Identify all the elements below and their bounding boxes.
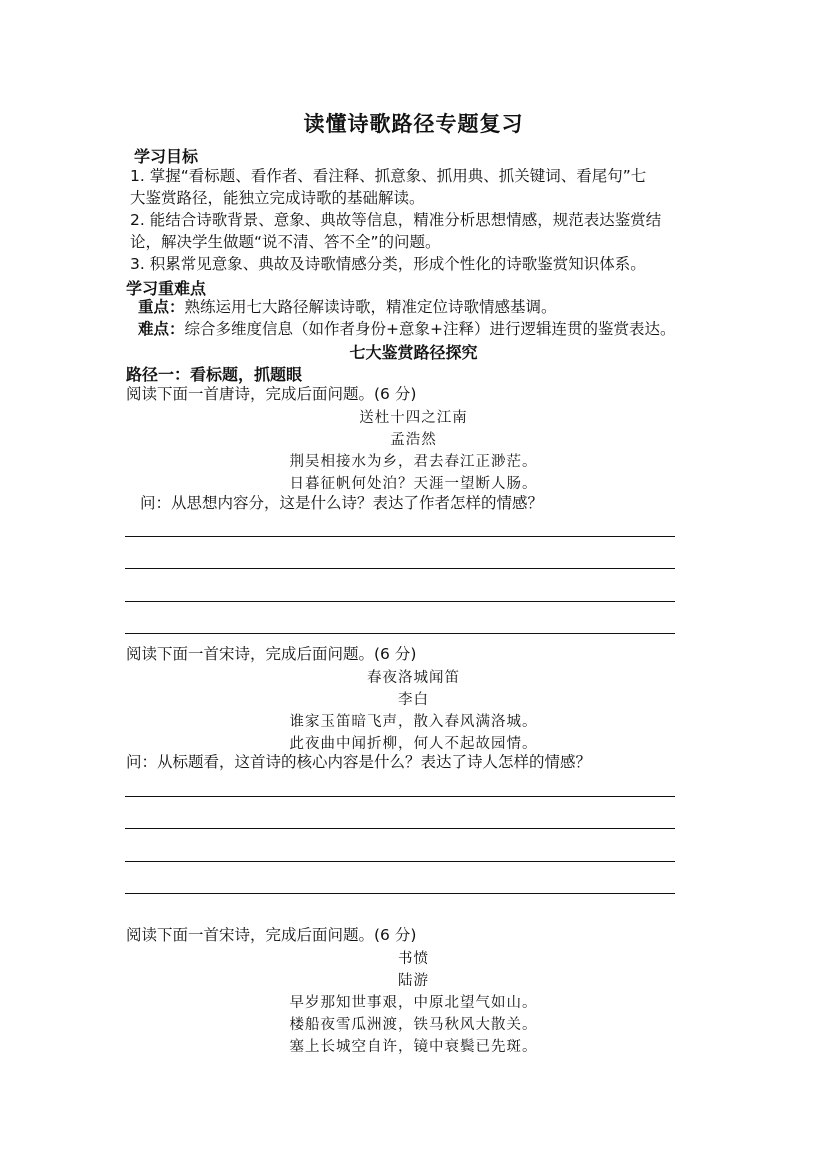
q1-answer-line-4[interactable] (125, 633, 675, 634)
q1-poem-title: 送杜十四之江南 (359, 410, 468, 426)
q2-answer-line-4[interactable] (125, 893, 675, 894)
q1-poem-line-1: 荆吴相接水为乡，君去春江正渺茫。 (289, 454, 538, 470)
q3-author: 陆游 (398, 973, 429, 989)
q2-poem-title: 春夜洛城闻笛 (367, 670, 460, 686)
q2-answer-line-2[interactable] (125, 828, 675, 829)
q1-poem-line-2: 日暮征帆何处泊？天涯一望断人肠。 (289, 476, 538, 492)
q1-question: 问：从思想内容分，这是什么诗？表达了作者怎样的情感？ (140, 494, 544, 512)
objective-3: 3. 积累常见意象、典故及诗歌情感分类，形成个性化的诗歌鉴赏知识体系。 (130, 255, 646, 273)
objectives-heading: 学习目标 (134, 147, 199, 166)
q1-answer-line-3[interactable] (125, 601, 675, 602)
objective-2-line-2: 论，解决学生做题“说不清、答不全”的问题。 (130, 233, 441, 251)
q3-poem-line-2: 楼船夜雪瓜洲渡，铁马秋风大散关。 (289, 1017, 538, 1033)
q2-author: 李白 (398, 692, 429, 708)
page-title: 读懂诗歌路径专题复习 (303, 111, 524, 136)
q3-poem-line-1: 早岁那知世事艰，中原北望气如山。 (289, 995, 538, 1011)
q2-intro: 阅读下面一首宋诗，完成后面问题。(6 分) (126, 645, 417, 663)
q1-answer-line-2[interactable] (125, 568, 675, 569)
q2-poem-line-2: 此夜曲中闻折柳，何人不起故园情。 (289, 736, 538, 752)
key-points-heading: 学习重难点 (126, 279, 207, 298)
section-title: 七大鉴赏路径探究 (349, 343, 478, 362)
q1-intro: 阅读下面一首唐诗，完成后面问题。(6 分) (126, 385, 417, 403)
q3-intro: 阅读下面一首宋诗，完成后面问题。(6 分) (126, 926, 417, 944)
q2-question: 问：从标题看，这首诗的核心内容是什么？表达了诗人怎样的情感？ (126, 753, 592, 771)
q3-poem-title: 书愤 (398, 951, 429, 967)
focus-line (138, 296, 557, 318)
focus-label: 重点： (138, 298, 185, 316)
q2-poem-line-1: 谁家玉笛暗飞声，散入春风满洛城。 (289, 714, 538, 730)
q1-answer-line-1[interactable] (125, 536, 675, 537)
difficulty-label: 难点： (138, 320, 185, 338)
q3-poem-line-3: 塞上长城空自许，镜中衰鬓已先斑。 (289, 1039, 538, 1055)
q1-author: 孟浩然 (390, 432, 437, 448)
q2-answer-line-3[interactable] (125, 861, 675, 862)
objective-2-line-1: 2. 能结合诗歌背景、意象、典故等信息，精准分析思想情感，规范表达鉴赏结 (130, 211, 662, 229)
focus-text: 熟练运用七大路径解读诗歌，精准定位诗歌情感基调。 (184, 298, 557, 316)
objective-1-line-1: 1. 掌握“看标题、看作者、看注释、抓意象、抓用典、抓关键词、看尾句”七 (130, 167, 647, 185)
difficulty-text: 综合多维度信息（如作者身份+意象+注释）进行逻辑连贯的鉴赏表达。 (184, 320, 676, 338)
objective-1-line-2: 大鉴赏路径，能独立完成诗歌的基础解读。 (130, 189, 425, 207)
q2-answer-line-1[interactable] (125, 796, 675, 797)
difficulty-line (138, 318, 676, 340)
path1-heading: 路径一：看标题，抓题眼 (126, 365, 303, 384)
